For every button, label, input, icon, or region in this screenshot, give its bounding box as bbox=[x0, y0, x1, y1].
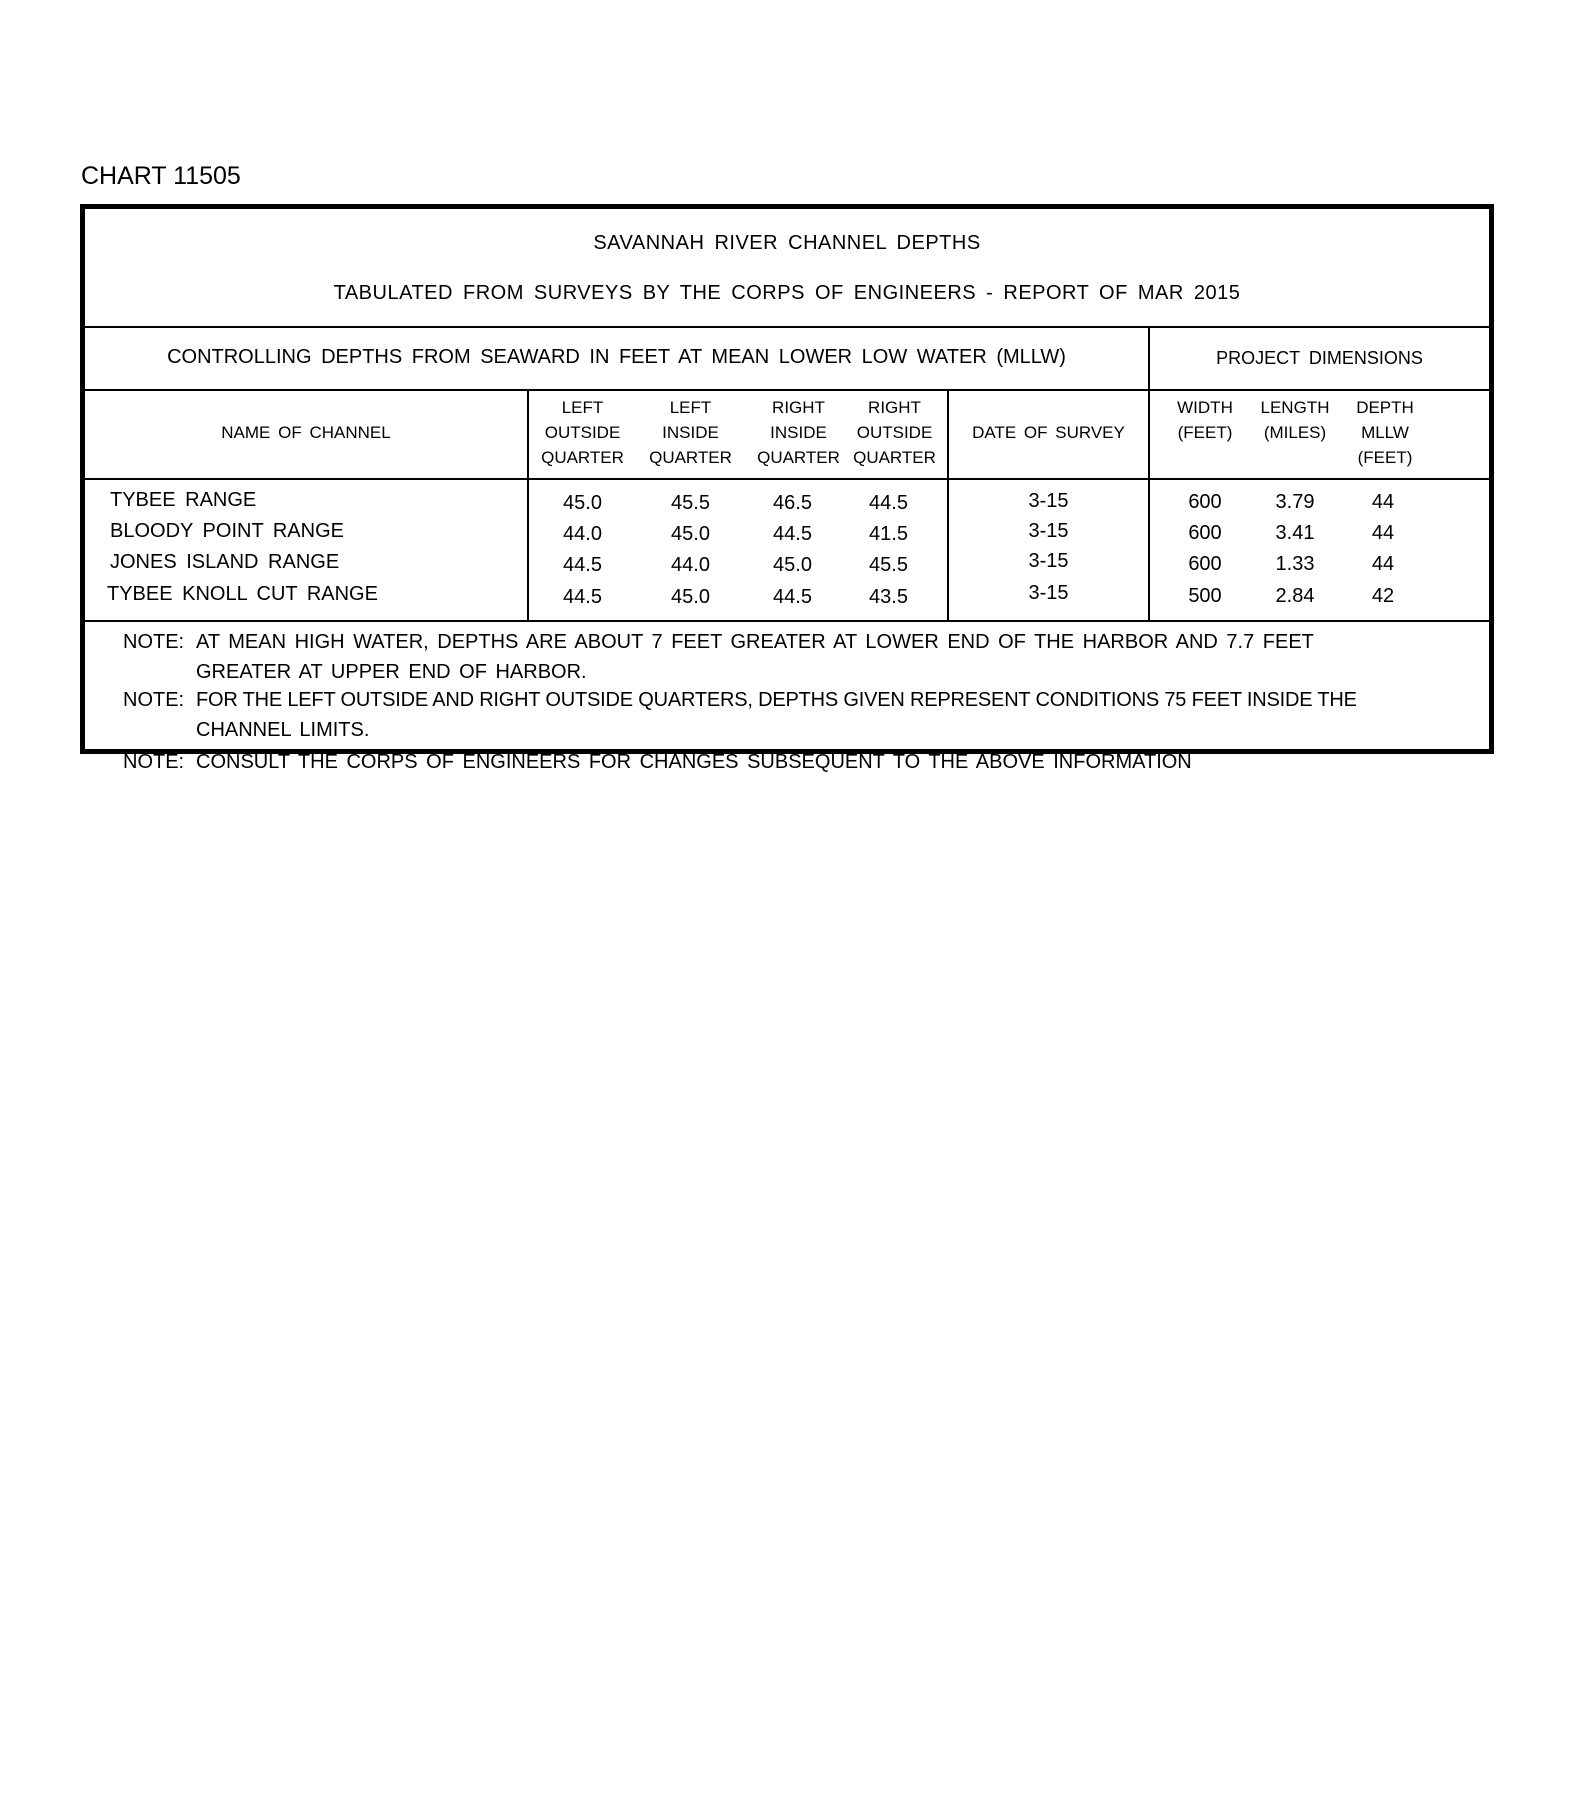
left-outside-depth: 44.5 bbox=[563, 554, 602, 576]
col-header-left-outside: LEFT OUTSIDE QUARTER bbox=[541, 398, 624, 467]
left-outside-depth: 45.0 bbox=[563, 492, 602, 514]
right-outside-depth: 45.5 bbox=[869, 554, 908, 576]
project-length: 3.79 bbox=[1275, 491, 1315, 513]
right-inside-depth: 46.5 bbox=[773, 492, 812, 514]
channel-name: TYBEE KNOLL CUT RANGE bbox=[107, 583, 378, 605]
col-header-width: WIDTH (FEET) bbox=[1177, 398, 1233, 442]
left-inside-depth: 44.0 bbox=[671, 554, 710, 576]
note-text-continued: GREATER AT UPPER END OF HARBOR. bbox=[196, 661, 587, 683]
note-prefix: NOTE: bbox=[123, 689, 185, 711]
col-header-date: DATE OF SURVEY bbox=[972, 423, 1125, 442]
project-depth: 44 bbox=[1371, 522, 1395, 544]
rule-under-title bbox=[85, 326, 1489, 328]
table-title: SAVANNAH RIVER CHANNEL DEPTHS bbox=[593, 232, 981, 254]
col-header-right-inside: RIGHT INSIDE QUARTER bbox=[757, 398, 840, 467]
divider-project bbox=[1148, 326, 1150, 620]
survey-date: 3-15 bbox=[1028, 550, 1069, 572]
project-dimensions-header: PROJECT DIMENSIONS bbox=[1216, 348, 1423, 368]
rule-under-group-header bbox=[85, 389, 1489, 391]
survey-date: 3-15 bbox=[1028, 520, 1069, 542]
project-width: 600 bbox=[1188, 522, 1222, 544]
note-prefix: NOTE: bbox=[123, 751, 185, 773]
channel-name: BLOODY POINT RANGE bbox=[110, 520, 344, 542]
chart-label: CHART 11505 bbox=[81, 162, 241, 190]
project-length: 2.84 bbox=[1275, 585, 1315, 607]
right-inside-depth: 44.5 bbox=[773, 586, 812, 608]
project-depth: 42 bbox=[1371, 585, 1395, 607]
col-header-depth: DEPTH MLLW (FEET) bbox=[1356, 398, 1414, 467]
rule-under-column-header bbox=[85, 478, 1489, 480]
note-text: FOR THE LEFT OUTSIDE AND RIGHT OUTSIDE QUARTERS, DEPTHS GIVEN REPRESENT CONDITIONS 75 FEET INSIDE THE bbox=[196, 689, 1357, 711]
col-header-length: LENGTH (MILES) bbox=[1260, 398, 1330, 442]
note-prefix: NOTE: bbox=[123, 631, 185, 653]
channel-name: TYBEE RANGE bbox=[110, 489, 257, 511]
project-width: 500 bbox=[1188, 585, 1222, 607]
col-header-right-outside: RIGHT OUTSIDE QUARTER bbox=[853, 398, 936, 467]
right-inside-depth: 44.5 bbox=[773, 523, 812, 545]
left-outside-depth: 44.5 bbox=[563, 586, 602, 608]
note-text: CONSULT THE CORPS OF ENGINEERS FOR CHANGES SUBSEQUENT TO THE ABOVE INFORMATION bbox=[196, 751, 1192, 773]
note-text: AT MEAN HIGH WATER, DEPTHS ARE ABOUT 7 FEET GREATER AT LOWER END OF THE HARBOR AND 7.7 FEET bbox=[196, 631, 1314, 653]
left-inside-depth: 45.0 bbox=[671, 586, 710, 608]
project-width: 600 bbox=[1188, 491, 1222, 513]
divider-name bbox=[527, 389, 529, 620]
survey-date: 3-15 bbox=[1028, 582, 1069, 604]
channel-name: JONES ISLAND RANGE bbox=[110, 551, 340, 573]
right-outside-depth: 41.5 bbox=[869, 523, 908, 545]
survey-date: 3-15 bbox=[1028, 490, 1069, 512]
rule-above-notes bbox=[85, 620, 1489, 622]
project-width: 600 bbox=[1188, 553, 1222, 575]
note-text-continued: CHANNEL LIMITS. bbox=[196, 719, 370, 741]
channel-depths-table bbox=[80, 204, 1494, 773]
left-inside-depth: 45.5 bbox=[671, 492, 710, 514]
project-depth: 44 bbox=[1371, 553, 1395, 575]
project-length: 3.41 bbox=[1275, 522, 1315, 544]
controlling-depths-header: CONTROLLING DEPTHS FROM SEAWARD IN FEET AT MEAN LOWER LOW WATER (MLLW) bbox=[167, 346, 1066, 368]
table-subtitle: TABULATED FROM SURVEYS BY THE CORPS OF ENGINEERS - REPORT OF MAR 2015 bbox=[333, 282, 1241, 304]
project-length: 1.33 bbox=[1275, 553, 1315, 575]
right-inside-depth: 45.0 bbox=[773, 554, 812, 576]
left-inside-depth: 45.0 bbox=[671, 523, 710, 545]
right-outside-depth: 43.5 bbox=[869, 586, 908, 608]
right-outside-depth: 44.5 bbox=[869, 492, 908, 514]
left-outside-depth: 44.0 bbox=[563, 523, 602, 545]
project-depth: 44 bbox=[1371, 491, 1395, 513]
col-header-left-inside: LEFT INSIDE QUARTER bbox=[649, 398, 732, 467]
col-header-name: NAME OF CHANNEL bbox=[221, 423, 391, 442]
